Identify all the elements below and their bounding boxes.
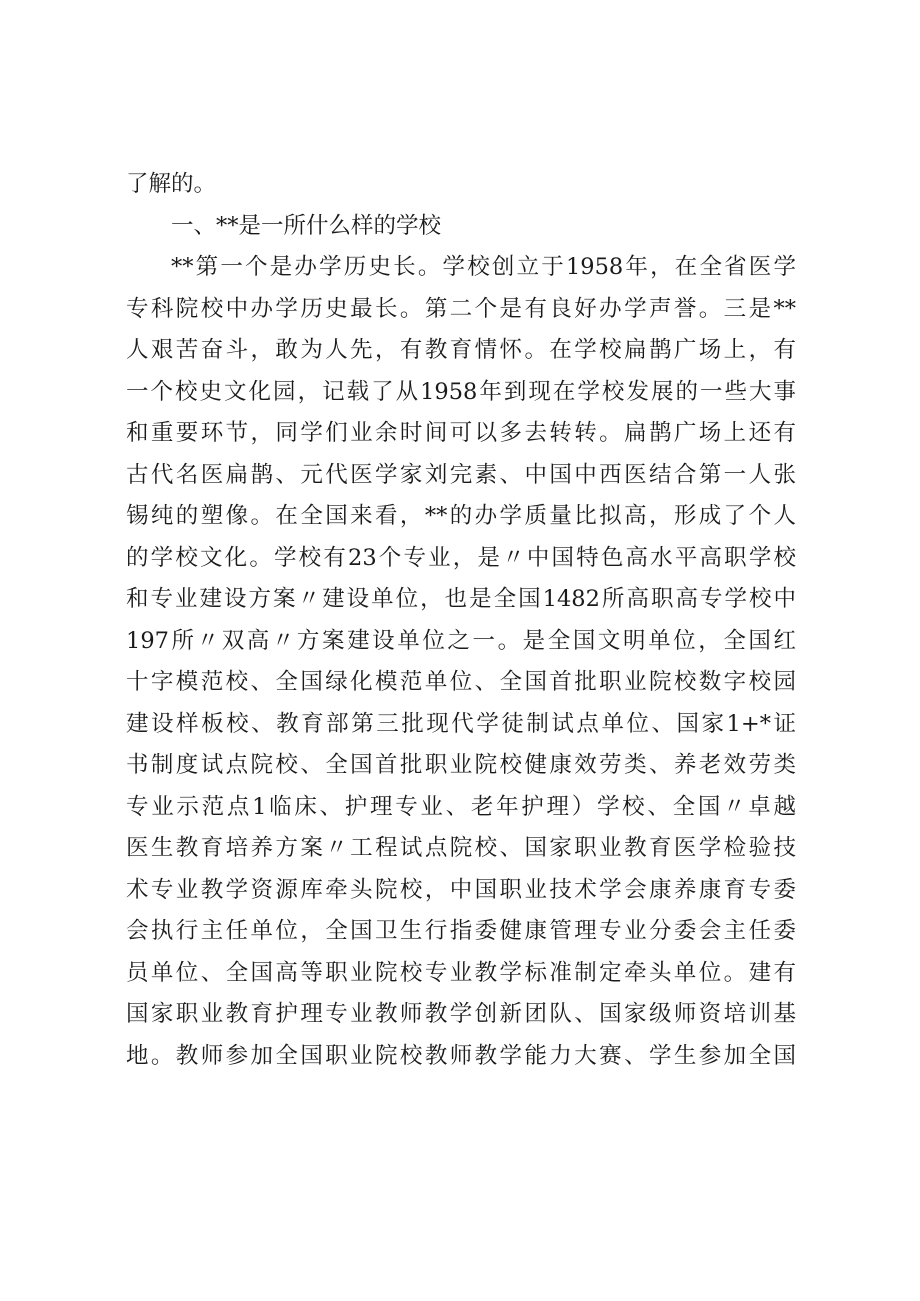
paragraph-line-6: 一个校史文化园，记载了从1958年到现在学校发展的一些大事 (126, 378, 796, 405)
paragraph-line-19: 会执行主任单位，全国卫生行指委健康管理专业分委会主任委 (126, 918, 796, 944)
body-text (126, 164, 796, 1077)
paragraph-line-15: 书制度试点院校、全国首批职业院校健康效劳类、养老效劳类 (126, 752, 796, 778)
paragraph-line-13: 十字模范校、全国绿化模范单位、全国首批职业院校数字校园 (126, 669, 796, 695)
paragraph-line-4: 专科院校中办学历史最长。第二个是有良好办学声誉。三是** (126, 295, 796, 322)
paragraph-line-12: 197所〃双高〃方案建设单位之一。是全国文明单位，全国红 (126, 627, 796, 654)
paragraph-line-5: 人艰苦奋斗，敢为人先，有教育情怀。在学校扁鹊广场上，有 (126, 337, 796, 363)
paragraph-line-11: 和专业建设方案〃建设单位，也是全国1482所高职高专学校中 (126, 586, 796, 612)
paragraph-line-17: 医生教育培养方案〃工程试点院校、国家职业教育医学检验技 (126, 835, 796, 861)
paragraph-line-16: 专业示范点1临床、护理专业、老年护理）学校、全国〃卓越 (126, 793, 796, 820)
section-heading: 一、**是一所什么样的学校 (171, 212, 442, 239)
paragraph-line-22: 地。教师参加全国职业院校教师教学能力大赛、学生参加全国 (126, 1042, 796, 1069)
paragraph-line-21: 国家职业教育护理专业教师教学创新团队、国家级师资培训基 (126, 1001, 796, 1027)
paragraph-line-8: 古代名医扁鹊、元代医学家刘完素、中国中西医结合第一人张 (126, 461, 796, 488)
paragraph-line-1: 了解的。 (126, 171, 217, 197)
paragraph-line-9: 锡纯的塑像。在全国来看，**的办学质量比拟高，形成了个人 (126, 503, 796, 529)
paragraph-line-14: 建设样板校、教育部第三批现代学徒制试点单位、国家1+*证 (126, 710, 796, 737)
paragraph-line-7: 和重要环节，同学们业余时间可以多去转转。扁鹊广场上还有 (126, 420, 796, 446)
paragraph-line-10: 的学校文化。学校有23个专业，是〃中国特色高水平高职学校 (126, 544, 796, 571)
paragraph-line-3: **第一个是办学历史长。学校创立于1958年，在全省医学 (171, 254, 796, 280)
paragraph-line-20: 员单位、全国高等职业院校专业教学标准制定牵头单位。建有 (126, 959, 796, 986)
paragraph-line-18: 术专业教学资源库牵头院校，中国职业技术学会康养康育专委 (126, 876, 796, 903)
